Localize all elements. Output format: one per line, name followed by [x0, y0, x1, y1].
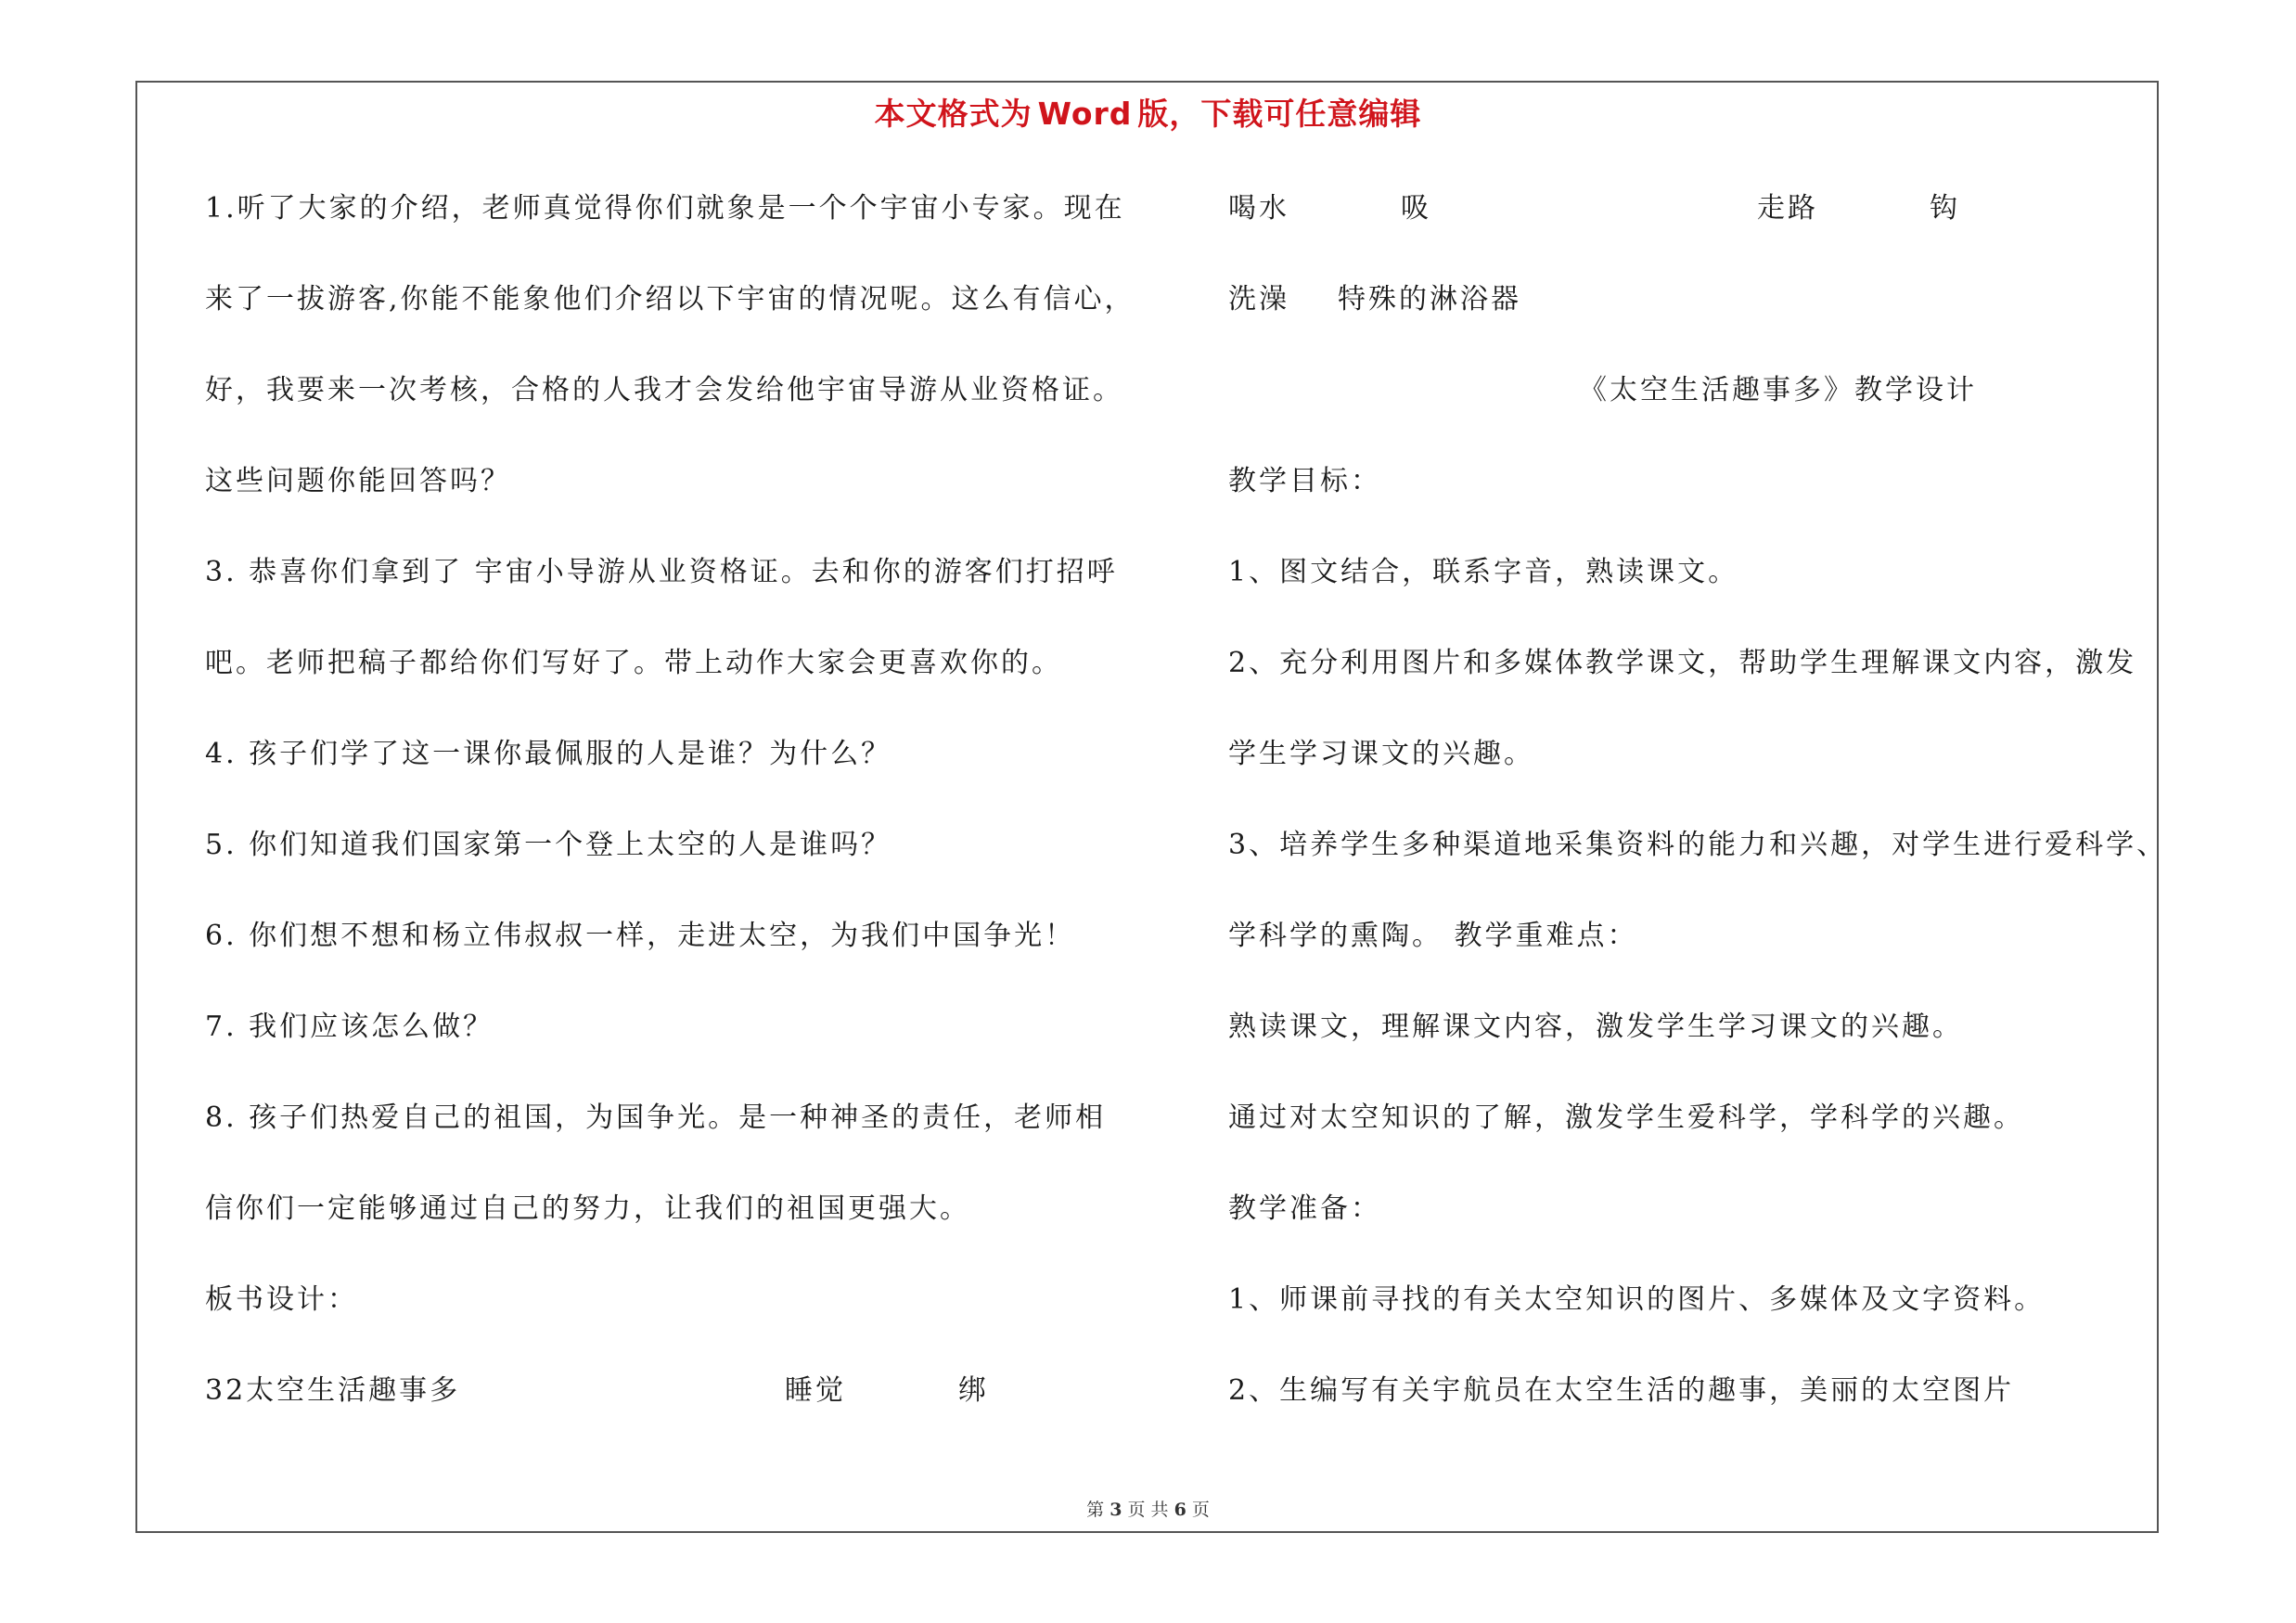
board-item: 喝水 — [1228, 192, 1289, 225]
body-line: 吧。老师把稿子都给你们写好了。带上动作大家会更喜欢你的。 — [205, 647, 1062, 679]
body-line: 2、充分利用图片和多媒体教学课文，帮助学生理解课文内容，激发 — [1228, 647, 2137, 679]
header-banner — [0, 90, 2296, 134]
page-mid: 页 共 — [1127, 1500, 1169, 1520]
board-row — [1228, 277, 2156, 323]
body-line: 好，我要来一次考核，合格的人我才会发给他宇宙导游从业资格证。 — [205, 374, 1123, 406]
board-item: 钩 — [1930, 192, 1960, 225]
body-line: 1.听了大家的介绍，老师真觉得你们就象是一个个宇宙小专家。现在 — [205, 192, 1125, 225]
page-suffix: 页 — [1191, 1500, 1210, 1520]
body-line: 教学准备： — [1228, 1192, 1381, 1225]
body-line: 教学目标： — [1228, 465, 1381, 497]
banner-suffix: 版，下载可任意编辑 — [1137, 96, 1422, 132]
body-line: 熟读课文，理解课文内容，激发学生学习课文的兴趣。 — [1228, 1011, 1963, 1043]
board-item: 特殊的淋浴器 — [1338, 283, 1521, 316]
design-title: 《太空生活趣事多》教学设计 — [1579, 374, 1977, 406]
body-line: 学生学习课文的兴趣。 — [1228, 738, 1534, 770]
page-number — [0, 1496, 2296, 1521]
body-line: 来了一拔游客,你能不能象他们介绍以下宇宙的情况呢。这么有信心， — [205, 283, 1135, 316]
body-line: 7. 我们应该怎么做？ — [205, 1011, 494, 1043]
body-line: 3、培养学生多种渠道地采集资料的能力和兴趣，对学生进行爱科学、 — [1228, 829, 2168, 861]
body-line: 这些问题你能回答吗？ — [205, 465, 511, 497]
board-row — [205, 1368, 1170, 1414]
banner-prefix: 本文格式为 — [874, 96, 1033, 132]
page-prefix: 第 — [1086, 1500, 1105, 1520]
body-line: 8. 孩子们热爱自己的祖国，为国争光。是一种神圣的责任，老师相 — [205, 1101, 1107, 1134]
board-item: 走路 — [1757, 192, 1818, 225]
body-line: 3. 恭喜你们拿到了 宇宙小导游从业资格证。去和你的游客们打招呼 — [205, 556, 1118, 588]
body-line: 2、生编写有关宇航员在太空生活的趣事，美丽的太空图片 — [1228, 1374, 2015, 1407]
board-title: 32太空生活趣事多 — [205, 1374, 461, 1407]
board-item: 睡觉 — [785, 1374, 846, 1407]
board-row — [1228, 186, 2156, 232]
body-line: 信你们一定能够通过自己的努力，让我们的祖国更强大。 — [205, 1192, 970, 1225]
board-item: 绑 — [958, 1374, 989, 1407]
body-line: 通过对太空知识的了解，激发学生爱科学，学科学的兴趣。 — [1228, 1101, 2024, 1134]
body-line: 学科学的熏陶。 教学重难点： — [1228, 920, 1638, 952]
body-line: 4. 孩子们学了这一课你最佩服的人是谁？为什么？ — [205, 738, 892, 770]
body-line: 6. 你们想不想和杨立伟叔叔一样，走进太空，为我们中国争光！ — [205, 920, 1076, 952]
board-item: 洗澡 — [1228, 283, 1289, 316]
body-line: 1、师课前寻找的有关太空知识的图片、多媒体及文字资料。 — [1228, 1283, 2046, 1316]
page-total: 6 — [1174, 1500, 1186, 1520]
board-item: 吸 — [1401, 192, 1431, 225]
page-current: 3 — [1110, 1500, 1122, 1520]
body-line: 5. 你们知道我们国家第一个登上太空的人是谁吗？ — [205, 829, 892, 861]
banner-word: Word — [1037, 96, 1133, 132]
body-line: 1、图文结合，联系字音，熟读课文。 — [1228, 556, 1739, 588]
board-design-heading: 板书设计： — [205, 1283, 358, 1316]
